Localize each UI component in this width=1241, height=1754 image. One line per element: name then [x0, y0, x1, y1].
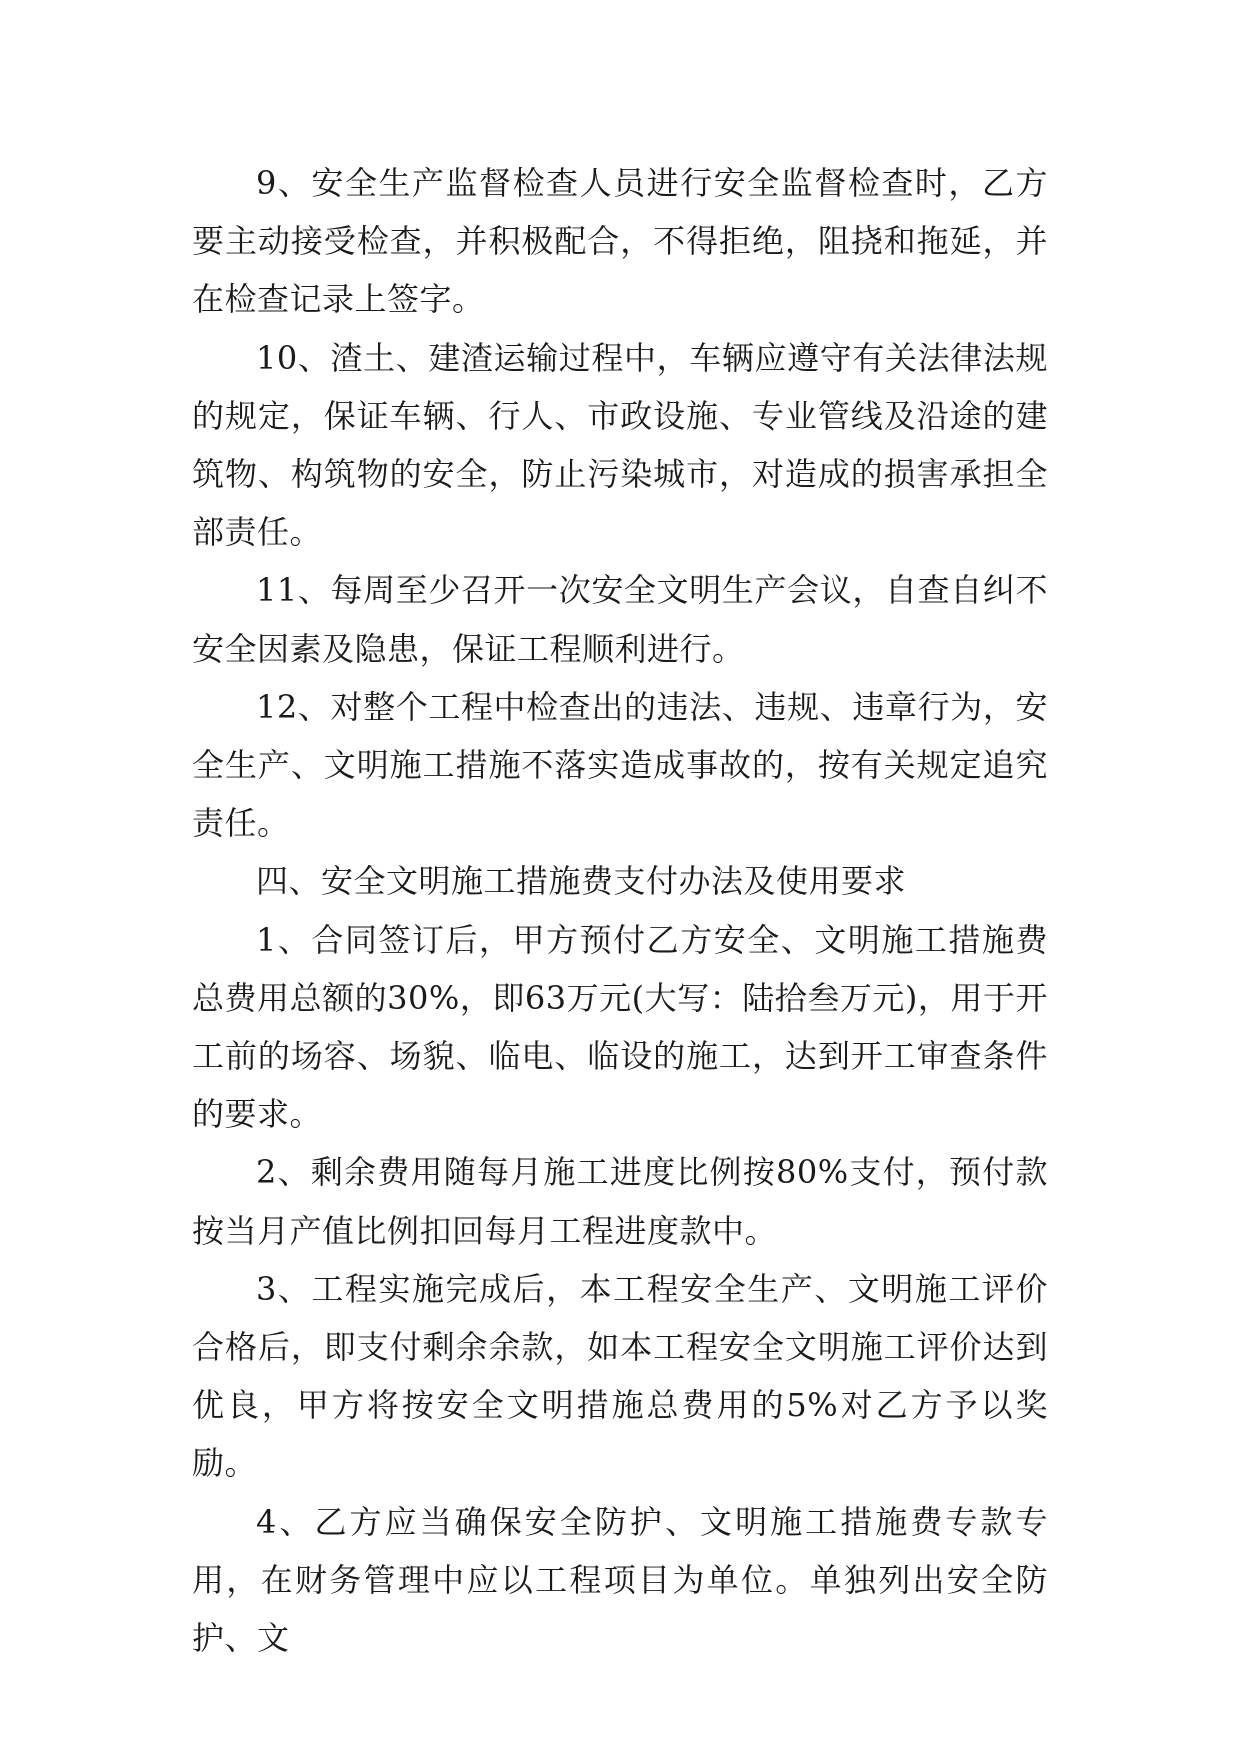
payment-item-2: 2、剩余费用随每月施工进度比例按80%支付，预付款按当月产值比例扣回每月工程进度款中。 [192, 1153, 1048, 1250]
payment-item-3: 3、工程实施完成后，本工程安全生产、文明施工评价合格后，即支付剩余余款，如本工程安全文明施工评价达到优良，甲方将按安全文明措施总费用的5%对乙方予以奖励。 [192, 1269, 1048, 1483]
section-heading-4: 四、安全文明施工措施费支付办法及使用要求 [256, 862, 907, 901]
payment-item-4: 4、乙方应当确保安全防护、文明施工措施费专款专用，在财务管理中应以工程项目为单位。单独列出安全防护、文 [192, 1502, 1048, 1658]
payment-item-1: 1、合同签订后，甲方预付乙方安全、文明施工措施费总费用总额的30%，即63万元(大写：陆拾叁万元)，用于开工前的场容、场貌、临电、临设的施工，达到开工审查条件的要求。 [192, 920, 1048, 1134]
paragraph-item-12: 12、对整个工程中检查出的违法、违规、违章行为，安全生产、文明施工措施不落实造成事故的，按有关规定追究责任。 [192, 687, 1048, 843]
paragraph-item-9: 9、安全生产监督检查人员进行安全监督检查时，乙方要主动接受检查，并积极配合，不得拒绝，阻挠和拖延，并在检查记录上签字。 [192, 164, 1048, 319]
document-body [192, 154, 1048, 1667]
paragraph-item-11: 11、每周至少召开一次安全文明生产会议，自查自纠不安全因素及隐患，保证工程顺利进行。 [192, 571, 1048, 668]
paragraph-item-10: 10、渣土、建渣运输过程中，车辆应遵守有关法律法规的规定，保证车辆、行人、市政设施、专业管线及沿途的建筑物、构筑物的安全，防止污染城市，对造成的损害承担全部责任。 [192, 338, 1048, 552]
